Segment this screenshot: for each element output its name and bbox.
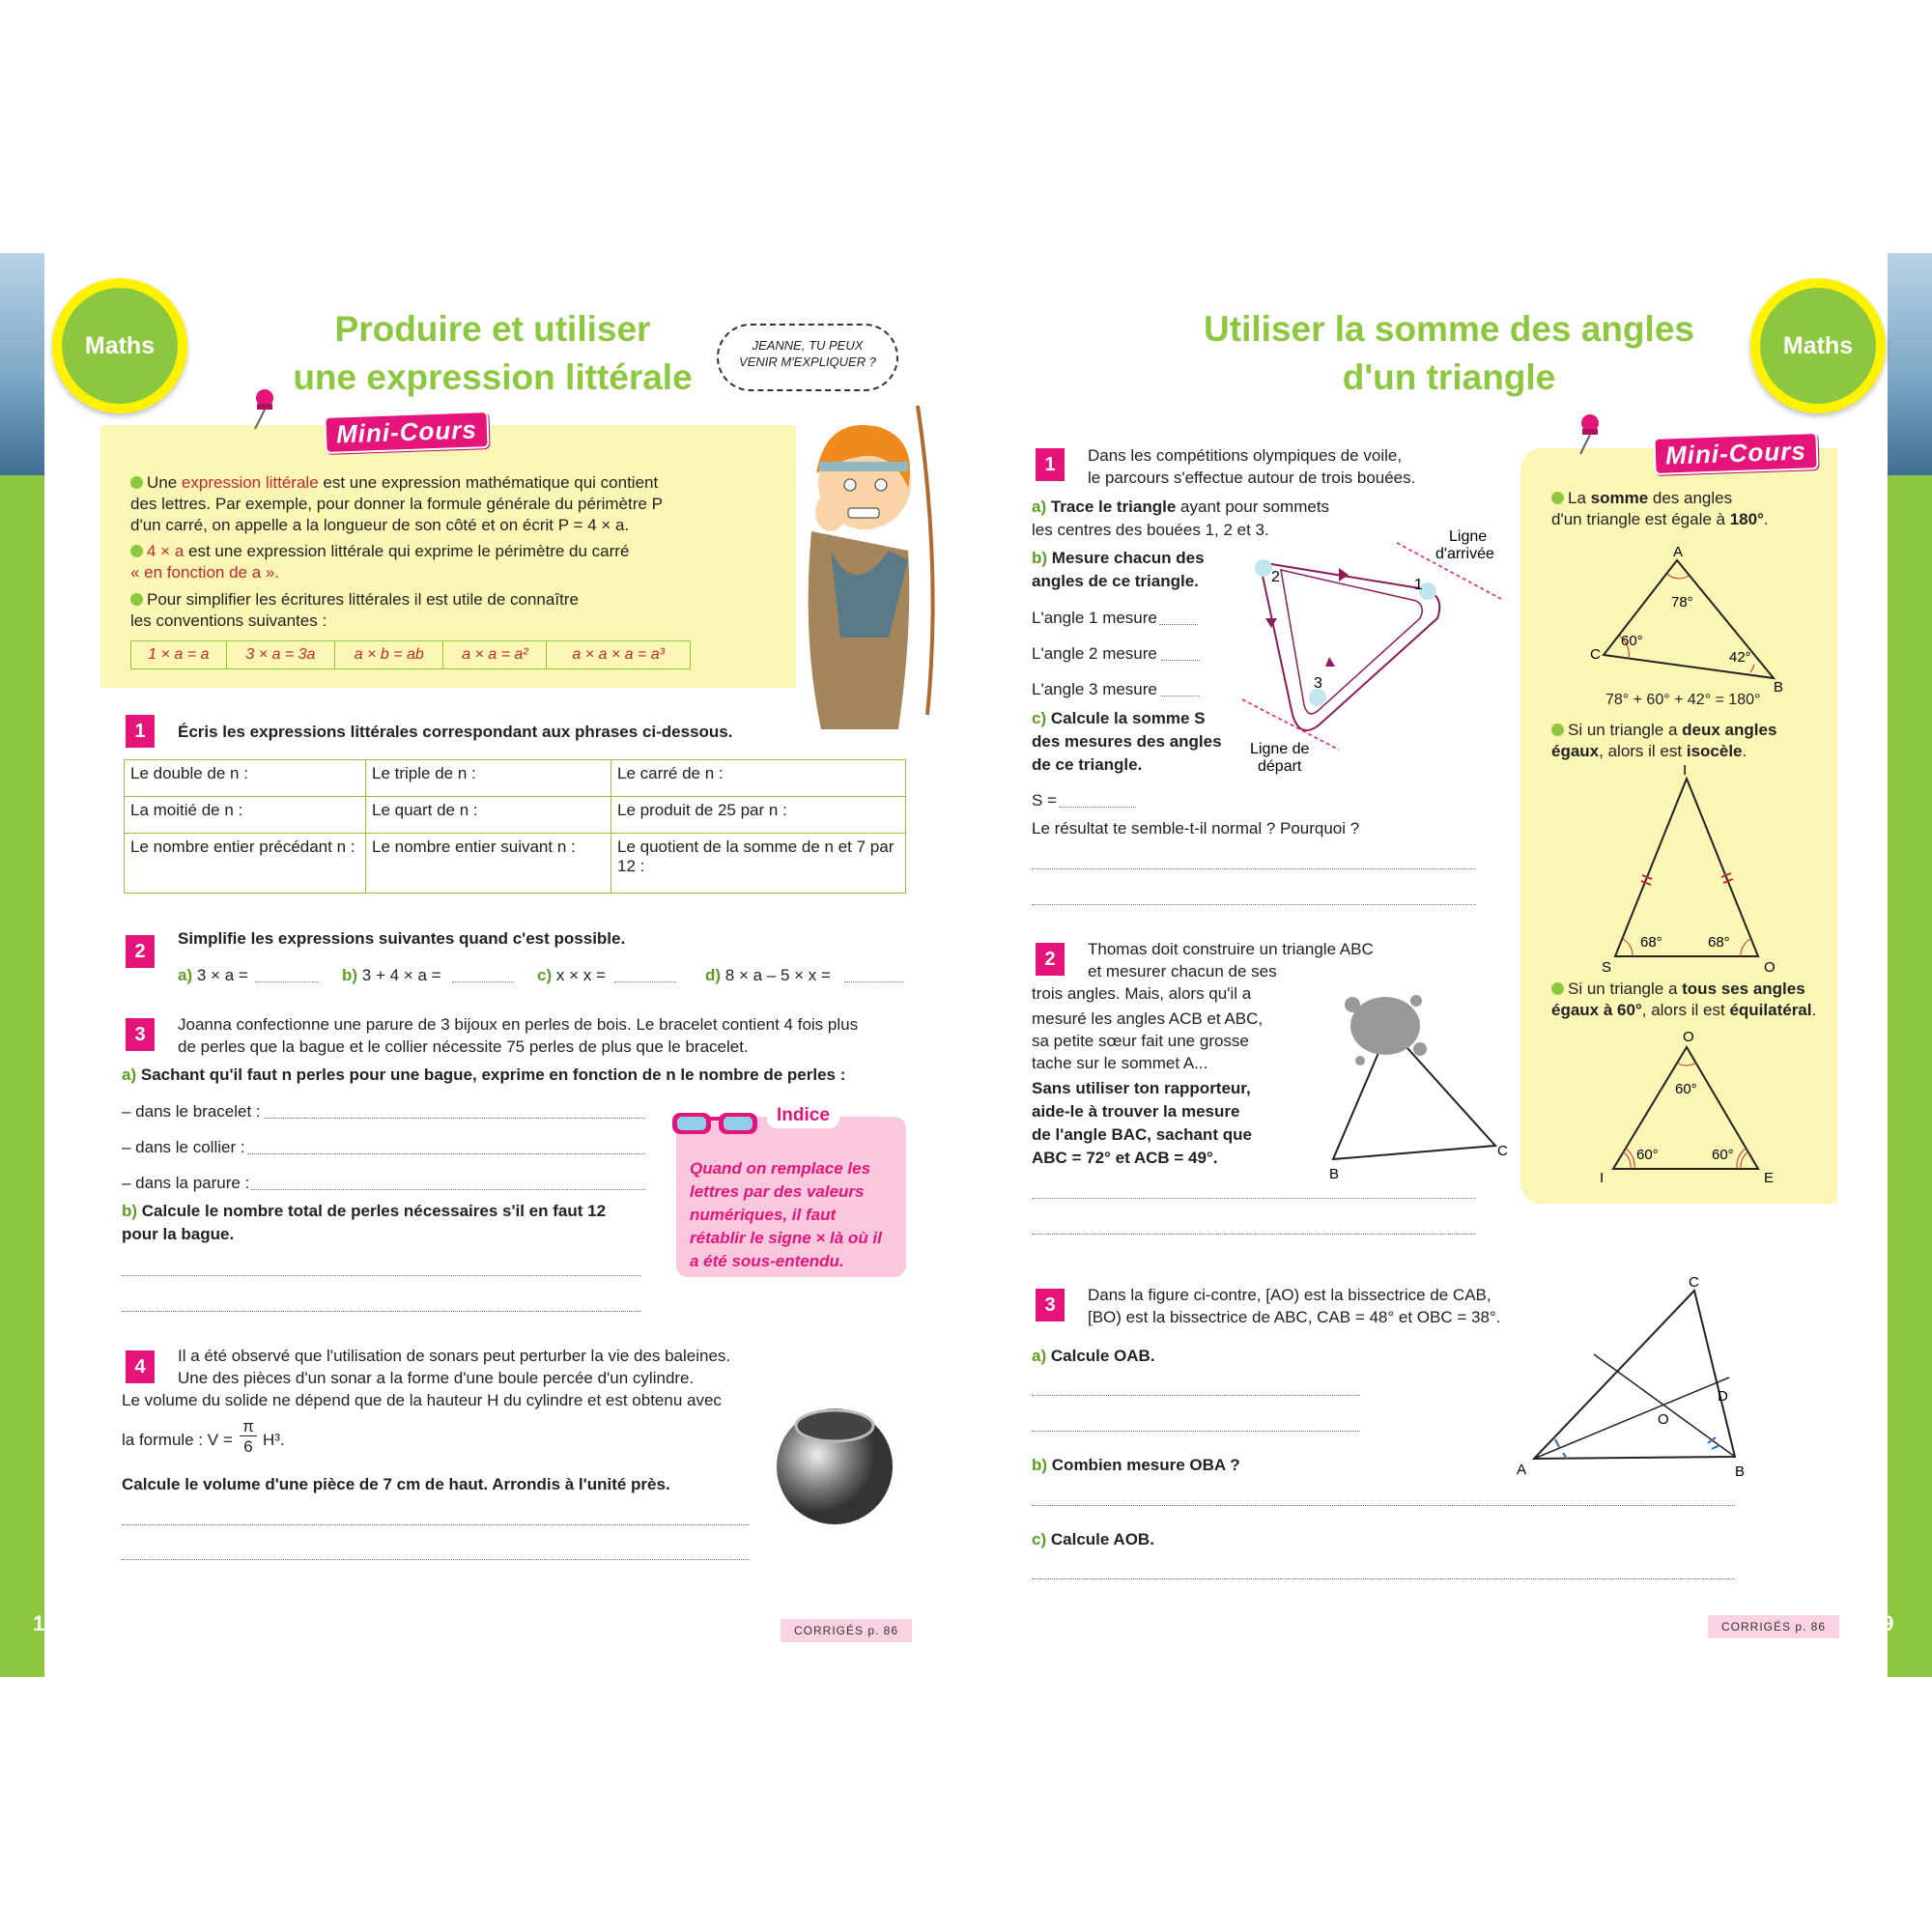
- grid-cell-answer[interactable]: Le double de n :: [125, 760, 366, 797]
- corriges-link-right[interactable]: CORRIGÉS p. 86: [1708, 1615, 1839, 1638]
- angle-label-o: 60°: [1675, 1081, 1697, 1097]
- answer-line[interactable]: [122, 1275, 641, 1276]
- isosceles-triangle-figure: [1594, 761, 1787, 976]
- finish-line-label-2: d'arrivée: [1435, 546, 1494, 562]
- rule-isosceles-line-1: Si un triangle a deux angles: [1551, 719, 1776, 741]
- exercise-3-question-a: a) Sachant qu'il faut n perles pour une bague, exprime en fonction de n le nombre de perles :: [122, 1065, 846, 1084]
- bullet-icon: [130, 545, 143, 557]
- rule-equilateral-line-2: égaux à 60°, alors il est équilatéral.: [1551, 1001, 1817, 1019]
- grid-cell-answer[interactable]: La moitié de n :: [125, 797, 366, 834]
- convention-cell: a × a × a = a³: [547, 641, 691, 669]
- answer-line[interactable]: [1032, 1395, 1360, 1396]
- page-number-right: 19: [1870, 1611, 1894, 1635]
- exercise-4-line-1: Il a été observé que l'utilisation de sonars peut perturber la vie des baleines.: [178, 1347, 731, 1365]
- convention-cell: 1 × a = a: [131, 641, 227, 669]
- corriges-link-left[interactable]: CORRIGÉS p. 86: [781, 1619, 912, 1642]
- r-exercise-1-question-a-line-2: les centres des bouées 1, 2 et 3.: [1032, 521, 1269, 539]
- exercise-3-number: 3: [126, 1018, 155, 1051]
- vertex-label-i: I: [1600, 1170, 1605, 1186]
- r-exercise-1-question-b-line-2: angles de ce triangle.: [1032, 572, 1199, 590]
- answer-line[interactable]: [1161, 660, 1200, 661]
- exercise-3-collier: – dans le collier :: [122, 1138, 245, 1156]
- exercise-4-line-3: Le volume du solide ne dépend que de la hauteur H du cylindre et est obtenu avec: [122, 1391, 722, 1409]
- point-label-o: O: [1658, 1411, 1669, 1428]
- mc-bullet-2-line-2: « en fonction de a ».: [130, 563, 280, 582]
- exercise-4-number: 4: [126, 1350, 155, 1383]
- ink-stain-triangle-figure: [1304, 972, 1517, 1184]
- grid-cell-answer[interactable]: Le quart de n :: [366, 797, 611, 834]
- vertex-label-b: B: [1774, 679, 1784, 696]
- r-exercise-1-question-c-line-3: de ce triangle.: [1032, 755, 1143, 774]
- answer-line[interactable]: [844, 981, 904, 982]
- grid-cell-answer[interactable]: Le nombre entier suivant n :: [366, 834, 611, 894]
- mc-bullet-1-line-3: d'un carré, on appelle a la longueur de son côté et on écrit P = 4 × a.: [130, 516, 630, 534]
- formula-numerator: π: [240, 1418, 257, 1436]
- finish-line-label-1: Ligne: [1449, 528, 1488, 545]
- exercise-4-question: Calcule le volume d'une pièce de 7 cm de haut. Arrondis à l'unité près.: [122, 1475, 670, 1493]
- r-exercise-1-question-c-line-1: c) Calcule la somme S: [1032, 709, 1206, 727]
- exercise-3-question-b-line-2: pour la bague.: [122, 1225, 235, 1243]
- exercise-3-line-2: de perles que la bague et le collier nécessite 75 perles de plus que le bracelet.: [178, 1037, 749, 1056]
- answer-line[interactable]: [122, 1311, 641, 1312]
- grid-cell-answer[interactable]: Le carré de n :: [611, 760, 906, 797]
- r-exercise-3-question-b: b) Combien mesure OBA ?: [1032, 1456, 1240, 1474]
- answer-line[interactable]: [251, 1189, 645, 1190]
- bullet-icon: [1551, 982, 1564, 995]
- answer-line[interactable]: [452, 981, 514, 982]
- exercise-1-grid: [124, 759, 906, 894]
- angle-3-measure: L'angle 3 mesure: [1032, 680, 1157, 698]
- answer-line[interactable]: [1032, 1198, 1476, 1199]
- vertex-label-b: B: [1735, 1463, 1746, 1480]
- angle-sum-equation: 78° + 60° + 42° = 180°: [1605, 692, 1761, 708]
- exercise-4-formula-h: H³.: [263, 1431, 285, 1449]
- answer-line[interactable]: [614, 981, 676, 982]
- indice-title: Indice: [767, 1103, 839, 1128]
- maths-badge-right: Maths: [1750, 278, 1886, 413]
- grid-cell-answer[interactable]: Le produit de 25 par n :: [611, 797, 906, 834]
- vertex-label-s: S: [1602, 959, 1612, 976]
- answer-line[interactable]: [1032, 1234, 1476, 1235]
- exercise-1-instruction: Écris les expressions littérales correspondant aux phrases ci-dessous.: [178, 723, 733, 741]
- answer-line[interactable]: [122, 1524, 750, 1525]
- rule-sum-line-2: d'un triangle est égale à 180°.: [1551, 510, 1769, 528]
- equilateral-triangle-figure: [1598, 1028, 1791, 1188]
- angle-label-b: 42°: [1729, 649, 1751, 666]
- exercise-2-item-c: c) x × x =: [537, 966, 606, 984]
- r-exercise-3-line-2: [BO) est la bissectrice de ABC, CAB = 48° et OBC = 38°.: [1088, 1308, 1501, 1326]
- archer-character-illustration: [773, 406, 937, 729]
- mc-bullet-1-line-1: Une expression littérale est une expression mathématique qui contient: [130, 471, 658, 494]
- answer-line[interactable]: [1032, 904, 1476, 905]
- r-exercise-3-number: 3: [1036, 1289, 1065, 1321]
- answer-line[interactable]: [255, 981, 319, 982]
- angle-label-c: 60°: [1621, 633, 1643, 649]
- exercise-4-formula-label: la formule : V =: [122, 1431, 233, 1449]
- maths-badge-left: Maths: [52, 278, 187, 413]
- indice-box: Quand on remplace les lettres par des valeurs numériques, il faut rétablir le signe × là où il a été sous-entendu.: [676, 1117, 906, 1277]
- exercise-3-parure: – dans la parure :: [122, 1174, 250, 1192]
- buoy-2-label: 2: [1271, 569, 1280, 585]
- answer-line[interactable]: [1059, 807, 1136, 808]
- bullet-icon: [1551, 724, 1564, 736]
- r-exercise-3-line-1: Dans la figure ci-contre, [AO) est la bissectrice de CAB,: [1088, 1286, 1492, 1304]
- vertex-label-a: A: [1517, 1462, 1527, 1478]
- rule-equilateral-line-1: Si un triangle a tous ses angles: [1551, 978, 1805, 1000]
- rule-sum-line-1: La somme des angles: [1551, 487, 1732, 509]
- convention-cell: a × b = ab: [335, 641, 443, 669]
- mc-bullet-1-line-2: des lettres. Par exemple, pour donner la formule générale du périmètre P: [130, 495, 663, 513]
- mini-cours-label-right: Mini-Cours: [1653, 432, 1818, 475]
- answer-line[interactable]: [1032, 1431, 1360, 1432]
- buoy-3-label: 3: [1314, 675, 1322, 692]
- sunglasses-icon: [670, 1105, 763, 1138]
- exercise-1-number: 1: [126, 715, 155, 748]
- formula-denominator: 6: [243, 1437, 253, 1456]
- page-number-left: 18: [33, 1611, 57, 1635]
- bullet-icon: [130, 593, 143, 606]
- r-exercise-2-bold-2: aide-le à trouver la mesure: [1032, 1102, 1240, 1121]
- angle-label-i: 60°: [1636, 1147, 1659, 1163]
- r-exercise-1-line-2: le parcours s'effectue autour de trois bouées.: [1088, 469, 1416, 487]
- grid-cell-answer[interactable]: Le triple de n :: [366, 760, 611, 797]
- answer-line[interactable]: [247, 1153, 645, 1154]
- sonar-sphere-illustration: [765, 1399, 904, 1524]
- sum-s-label: S =: [1032, 791, 1057, 810]
- r-exercise-2-line-5: sa petite sœur fait une grosse: [1032, 1032, 1249, 1050]
- convention-cell: a × a = a²: [443, 641, 547, 669]
- r-exercise-1-question-a: a) Trace le triangle ayant pour sommets: [1032, 497, 1330, 516]
- start-line-label-1: Ligne de: [1250, 741, 1310, 757]
- mini-cours-label-left: Mini-Cours: [324, 411, 489, 454]
- convention-cell: 3 × a = 3a: [226, 641, 334, 669]
- mc-bullet-3-line-2: les conventions suivantes :: [130, 611, 327, 630]
- r-exercise-3-question-c: c) Calcule AOB.: [1032, 1530, 1154, 1548]
- exercise-2-item-d: d) 8 × a – 5 × x =: [705, 966, 831, 984]
- conventions-table: [130, 640, 691, 669]
- mc-bullet-2-line-1: 4 × a est une expression littérale qui exprime le périmètre du carré: [130, 540, 629, 562]
- answer-line[interactable]: [265, 1118, 645, 1119]
- answer-line[interactable]: [1032, 1505, 1735, 1506]
- vertex-label-b: B: [1329, 1166, 1340, 1182]
- mc-bullet-3-line-1: Pour simplifier les écritures littérales il est utile de connaître: [130, 588, 579, 611]
- angle-label-e: 60°: [1712, 1147, 1734, 1163]
- vertex-label-e: E: [1764, 1170, 1775, 1186]
- answer-line[interactable]: [1159, 624, 1198, 625]
- angle-label-o: 68°: [1708, 934, 1730, 951]
- triangle-abc-figure: [1584, 541, 1797, 696]
- rule-isosceles-line-2: égaux, alors il est isocèle.: [1551, 742, 1747, 760]
- vertex-label-o: O: [1764, 959, 1776, 976]
- grid-cell-answer[interactable]: Le quotient de la somme de n et 7 par 12 :: [611, 834, 906, 894]
- angle-2-measure: L'angle 2 mesure: [1032, 644, 1157, 663]
- r-exercise-1-question-c-line-2: des mesures des angles: [1032, 732, 1222, 751]
- r-exercise-2-line-2: et mesurer chacun de ses: [1088, 962, 1277, 980]
- exercise-2-item-b: b) 3 + 4 × a =: [342, 966, 441, 984]
- vertex-label-c: C: [1590, 646, 1601, 663]
- angle-label-a: 78°: [1671, 594, 1693, 611]
- angle-label-s: 68°: [1640, 934, 1662, 951]
- grid-cell-answer[interactable]: Le nombre entier précédant n :: [125, 834, 366, 894]
- vertex-label-a: A: [1673, 544, 1684, 560]
- right-page-title: Utiliser la somme des angles d'un triangle: [1204, 309, 1694, 397]
- answer-line[interactable]: [1032, 868, 1476, 869]
- point-label-d: D: [1718, 1388, 1728, 1405]
- exercise-3-question-b-line-1: b) Calcule le nombre total de perles nécessaires s'il en faut 12: [122, 1202, 607, 1220]
- r-exercise-1-number: 1: [1036, 448, 1065, 481]
- exercise-2-instruction: Simplifie les expressions suivantes quand c'est possible.: [178, 929, 626, 948]
- exercise-4-line-2: Une des pièces d'un sonar a la forme d'une boule percée d'un cylindre.: [178, 1369, 695, 1387]
- bullet-icon: [1551, 492, 1564, 504]
- r-exercise-2-bold-1: Sans utiliser ton rapporteur,: [1032, 1079, 1251, 1097]
- left-page-title: Produire et utiliser une expression littérale: [293, 309, 693, 397]
- pushpin-icon: [1571, 412, 1605, 456]
- vertex-label-c: C: [1689, 1274, 1699, 1291]
- r-exercise-1-line-1: Dans les compétitions olympiques de voile,: [1088, 446, 1403, 465]
- exercise-2-item-a: a) 3 × a =: [178, 966, 248, 984]
- bullet-icon: [130, 476, 143, 489]
- vertex-label-o: O: [1683, 1029, 1694, 1045]
- buoy-1-label: 1: [1414, 577, 1423, 593]
- r-exercise-2-line-3: trois angles. Mais, alors qu'il a: [1032, 984, 1252, 1003]
- vertex-label-c: C: [1497, 1143, 1508, 1159]
- pushpin-icon: [245, 386, 280, 431]
- bisector-triangle-figure: [1517, 1273, 1748, 1486]
- r-exercise-2-line-4: mesuré les angles ACB et ABC,: [1032, 1009, 1264, 1028]
- exercise-3-bracelet: – dans le bracelet :: [122, 1102, 261, 1121]
- r-exercise-1-question-normal: Le résultat te semble-t-il normal ? Pourquoi ?: [1032, 819, 1360, 838]
- vertex-label-i: I: [1683, 762, 1688, 779]
- r-exercise-1-question-b-line-1: b) Mesure chacun des: [1032, 549, 1205, 567]
- speech-bubble: JEANNE, TU PEUX VENIR M'EXPLIQUER ?: [717, 324, 898, 391]
- angle-1-measure: L'angle 1 mesure: [1032, 609, 1157, 627]
- exercise-3-line-1: Joanna confectionne une parure de 3 bijoux en perles de bois. Le bracelet contient 4 fois plus: [178, 1015, 859, 1034]
- r-exercise-3-question-a: a) Calcule OAB.: [1032, 1347, 1155, 1365]
- answer-line[interactable]: [122, 1559, 750, 1560]
- exercise-2-number: 2: [126, 935, 155, 968]
- r-exercise-2-bold-4: ABC = 72° et ACB = 49°.: [1032, 1149, 1218, 1167]
- r-exercise-2-line-1: Thomas doit construire un triangle ABC: [1088, 940, 1374, 958]
- r-exercise-2-bold-3: de l'angle BAC, sachant que: [1032, 1125, 1252, 1144]
- sailing-course-diagram: [1223, 522, 1513, 782]
- answer-line[interactable]: [1032, 1578, 1735, 1579]
- start-line-label-2: départ: [1258, 758, 1302, 775]
- r-exercise-2-number: 2: [1036, 943, 1065, 976]
- r-exercise-2-line-6: tache sur le sommet A...: [1032, 1054, 1208, 1072]
